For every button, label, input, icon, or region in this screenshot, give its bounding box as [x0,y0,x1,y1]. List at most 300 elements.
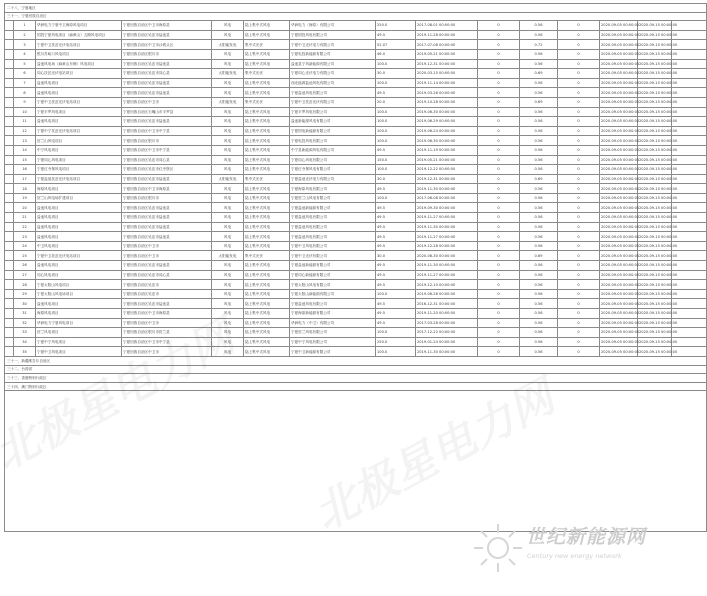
cell-no: 31 [14,309,36,319]
cell-owner: 宁夏回族自治区吴忠市盐池县 [122,299,212,309]
cell-p3: 0 [558,174,600,184]
cell-p1: 0 [478,337,520,347]
cell-end: 2020-09-05 00:00:00 [600,251,638,261]
cell-blank [5,69,14,79]
table-row [5,193,707,203]
cell-mode: 陆上集中式风电 [244,222,290,232]
cell-owner: 宁夏回族自治区中卫市沙坡头区 [122,40,212,50]
cell-blank [5,289,14,299]
cell-owner: 宁夏回族自治区中卫市中宁县 [122,145,212,155]
cell-company: 宁夏太阳山新能源有限公司 [290,289,376,299]
cell-cap: 100.0 [376,59,416,69]
cell-owner: 宁夏回族自治区吴忠市红寺堡区 [122,165,212,175]
cell-date: 2019-03-26 00:00:00 [416,88,478,98]
cell-p2: 0.56 [520,289,558,299]
cell-name: 宁夏同心风电项目 [36,155,122,165]
cell-no: 26 [14,261,36,271]
cell-d2: 2020-09-15 00:00:00 [638,174,672,184]
cell-d2: 2020-09-15 00:00:00 [638,21,672,31]
table-row [5,107,707,117]
cell-p1: 0 [478,251,520,261]
table-row [5,299,707,309]
cell-end: 2020-09-05 00:00:00 [600,347,638,357]
cell-blank [5,328,14,338]
cell-mode: 陆上集中式风电 [244,213,290,223]
cell-type: 风电 [212,21,244,31]
cell-cap: 49.5 [376,88,416,98]
cell-cap: 49.5 [376,203,416,213]
cell-company: 宁夏盐池新能源有限公司 [290,261,376,271]
cell-cap: 100.0 [376,107,416,117]
cell-p1: 0 [478,30,520,40]
cell-company: 宁夏中卫风电有限公司 [290,241,376,251]
table-row [5,69,707,79]
cell-end: 2020-09-05 00:00:00 [600,232,638,242]
cell-owner: 宁夏回族自治区吴忠市盐池县 [122,78,212,88]
cell-mode: 陆上集中式风电 [244,241,290,251]
cell-end: 2020-09-05 00:00:00 [600,289,638,299]
cell-owner: 宁夏回族自治区吴忠市 [122,280,212,290]
cell-d2: 2020-09-15 00:00:00 [638,49,672,59]
cell-owner: 宁夏回族自治区吴忠市 [122,289,212,299]
cell-cap: 250.0 [376,337,416,347]
cell-company: 宁夏贺兰风电有限公司 [290,328,376,338]
cell-p2: 0.56 [520,49,558,59]
cell-no: 14 [14,145,36,155]
cell-p1: 0 [478,193,520,203]
cell-name: 海原风电项目 [36,309,122,319]
cell-p1: 0 [478,241,520,251]
logo-subtext: Century new energy network [527,552,622,560]
cell-p2: 0.56 [520,193,558,203]
cell-name: 中卫风电项目 [36,241,122,251]
cell-company: 宁夏中卫新能源有限公司 [290,347,376,357]
cell-date: 2019-01-24 00:00:00 [416,337,478,347]
cell-date: 2017-12-22 00:00:00 [416,328,478,338]
cell-company: 盐池县宁风新能源有限公司 [290,59,376,69]
cell-blank [5,165,14,175]
cell-cap: 100.0 [376,126,416,136]
cell-date: 2019-12-28 00:00:00 [416,241,478,251]
cell-date: 2019-12-22 00:00:00 [416,165,478,175]
cell-p1: 0 [478,59,520,69]
cell-p2: 0.56 [520,299,558,309]
cell-no: 24 [14,241,36,251]
cell-end: 2020-09-05 00:00:00 [600,126,638,136]
cell-mode: 陆上集中式风电 [244,21,290,31]
cell-mode: 陆上集中式风电 [244,261,290,271]
cell-owner: 宁夏回族自治区中卫市海原县 [122,309,212,319]
table-row [5,328,707,338]
cell-date: 2019-11-14 00:00:00 [416,78,478,88]
cell-end: 2020-09-05 00:00:00 [600,69,638,79]
cell-date: 2019-12-10 00:00:00 [416,280,478,290]
cell-mode: 陆上集中式风电 [244,289,290,299]
cell-blank [5,30,14,40]
cell-d2: 2020-09-15 00:00:00 [638,280,672,290]
cell-p3: 0 [558,232,600,242]
cell-blank [5,107,14,117]
cell-p3: 0 [558,261,600,271]
cell-owner: 宁夏回族自治区吴忠市盐池县 [122,59,212,69]
cell-blank [5,299,14,309]
cell-p1: 0 [478,203,520,213]
cell-date: 2017-07-08 00:00:00 [416,40,478,50]
cell-company: 宁夏平罗风电有限公司 [290,107,376,117]
table-row [5,21,707,31]
cell-company: 华润电力（中卫）有限公司 [290,318,376,328]
cell-p2: 0.56 [520,309,558,319]
cell-date: 2019-09-30 00:00:00 [416,203,478,213]
cell-type: 太阳能发电 [212,251,244,261]
cell-mode: 陆上集中式风电 [244,126,290,136]
cell-date: 2019-11-30 00:00:00 [416,261,478,271]
cell-type: 风电 [212,318,244,328]
cell-no: 19 [14,193,36,203]
cell-type: 风电 [212,136,244,146]
cell-type: 风电 [212,30,244,40]
cell-p2: 0.56 [520,145,558,155]
cell-no: 5 [14,59,36,69]
cell-name: 盐池风电项目 [36,299,122,309]
cell-cap: 30.0 [376,174,416,184]
cell-p1: 0 [478,69,520,79]
cell-mode: 陆上集中式风电 [244,184,290,194]
cell-company: 宁夏盐池风电有限公司 [290,88,376,98]
cell-blank [5,337,14,347]
cell-no: 30 [14,299,36,309]
cell-p2: 0.56 [520,241,558,251]
cell-date: 2019-05-21 00:00:00 [416,155,478,165]
cell-p2: 0.56 [520,270,558,280]
cell-owner: 宁夏回族自治区吴忠市同心县 [122,69,212,79]
cell-company: 宁夏中卫光伏有限公司 [290,251,376,261]
cell-p2: 0.56 [520,280,558,290]
cell-p1: 0 [478,280,520,290]
cell-end: 2020-09-05 00:00:00 [600,280,638,290]
cell-owner: 宁夏回族自治区吴忠市同心县 [122,155,212,165]
cell-cap: 100.0 [376,193,416,203]
cell-blank [5,270,14,280]
cell-p1: 0 [478,88,520,98]
cell-date: 2019-11-27 00:00:00 [416,232,478,242]
cell-name: 盐池风电项目 [36,222,122,232]
cell-p2: 0.72 [520,40,558,50]
cell-type: 风电 [212,59,244,69]
cell-cap: 100.0 [376,136,416,146]
cell-p1: 0 [478,78,520,88]
cell-type: 风电 [212,337,244,347]
cell-d2: 2020-09-15 00:00:00 [638,347,672,357]
cell-cap: 52.07 [376,40,416,50]
cell-company: 华润电力（海原）有限公司 [290,21,376,31]
cell-p2: 0.56 [520,107,558,117]
cell-p1: 0 [478,184,520,194]
cell-company: 宁夏中宁风电有限公司 [290,337,376,347]
cell-type: 风电 [212,117,244,127]
cell-type: 风电 [212,328,244,338]
cell-d2: 2020-09-15 00:00:00 [638,165,672,175]
cell-p1: 0 [478,309,520,319]
cell-company: 宁夏盐池光伏电力有限公司 [290,174,376,184]
cell-company: 西北能源盐池风电有限公司 [290,78,376,88]
cell-mode: 陆上集中式风电 [244,299,290,309]
cell-owner: 宁夏回族自治区吴忠市盐池县 [122,213,212,223]
cell-cap: 49.5 [376,261,416,271]
cell-cap: 49.5 [376,241,416,251]
cell-no: 4 [14,49,36,59]
cell-cap: 100.0 [376,117,416,127]
cell-owner: 宁夏回族自治区吴忠市盐池县 [122,232,212,242]
cell-cap: 30.0 [376,251,416,261]
cell-p3: 0 [558,69,600,79]
cell-name: 盐池风电场（麻黄山东侧）风电项目 [36,59,122,69]
cell-company: 宁夏盐池风电有限公司 [290,299,376,309]
cell-type: 风电 [212,261,244,271]
cell-date: 2019-11-27 00:00:00 [416,213,478,223]
cell-p1: 0 [478,155,520,165]
cell-no: 27 [14,270,36,280]
cell-blank [5,251,14,261]
cell-date: 2020-03-15 00:00:00 [416,69,478,79]
cell-p2: 0.56 [520,318,558,328]
cell-name: 宁夏中卫扶贫光伏电站项目 [36,251,122,261]
cell-date: 2017-08-01 00:00:00 [416,21,478,31]
cell-p1: 0 [478,21,520,31]
table-row [5,117,707,127]
table-row [5,155,707,165]
cell-p3: 0 [558,299,600,309]
cell-d2: 2020-09-15 00:00:00 [638,213,672,223]
cell-owner: 宁夏回族自治区银川市 [122,49,212,59]
cell-name: 同心风电项目 [36,270,122,280]
cell-mode: 陆上集中式风电 [244,107,290,117]
cell-d2: 2020-09-15 00:00:00 [638,117,672,127]
cell-date: 2019-11-27 00:00:00 [416,270,478,280]
cell-owner: 宁夏回族自治区中卫市 [122,347,212,357]
cell-p1: 0 [478,232,520,242]
cell-mode: 陆上集中式风电 [244,117,290,127]
section-title: 三十二、台湾省 [5,365,707,374]
cell-d2: 2020-09-15 00:00:00 [638,88,672,98]
cell-no: 33 [14,328,36,338]
cell-no: 13 [14,136,36,146]
cell-company: 宁夏太阳山风电有限公司 [290,280,376,290]
cell-company: 中宁县新能源风电有限公司 [290,145,376,155]
cell-p2: 0.56 [520,21,558,31]
cell-name: 华润电力宁夏中卫海原风电项目 [36,21,122,31]
cell-d2: 2020-09-15 00:00:00 [638,193,672,203]
cell-date: 2019-06-24 00:00:00 [416,126,478,136]
cell-no: 8 [14,88,36,98]
cell-mode: 陆上集中式风电 [244,232,290,242]
cell-type: 风电 [212,107,244,117]
cell-p2: 0.56 [520,337,558,347]
cell-name: 宁夏中卫扶贫光伏电站项目 [36,97,122,107]
cell-mode: 陆上集中式风电 [244,270,290,280]
cell-blank [5,318,14,328]
cell-owner: 宁夏回族自治区吴忠市盐池县 [122,30,212,40]
cell-name: 宁夏中卫扶贫光伏电站项目 [36,40,122,50]
cell-cap: 49.5 [376,309,416,319]
cell-type: 风电 [212,232,244,242]
cell-name: 宁夏太阳山风电项目 [36,280,122,290]
cell-end: 2020-09-05 00:00:00 [600,30,638,40]
cell-blank [5,184,14,194]
table-row [5,97,707,107]
cell-blank [5,174,14,184]
cell-no: 7 [14,78,36,88]
cell-p3: 0 [558,126,600,136]
cell-p3: 0 [558,309,600,319]
cell-company: 宁夏盐池风电有限公司 [290,222,376,232]
cell-blank [5,117,14,127]
table-row [5,232,707,242]
cell-cap: 49.5 [376,280,416,290]
cell-blank [5,241,14,251]
cell-owner: 宁夏回族自治区吴忠市盐池县 [122,222,212,232]
cell-name: 宁夏太阳山风电场项目 [36,289,122,299]
project-table [4,3,707,532]
cell-d2: 2020-09-15 00:00:00 [638,241,672,251]
cell-p2: 0.56 [520,222,558,232]
section-title: 三十一、宁夏回族自治区 [5,12,707,21]
cell-company: 宁夏同心光伏电力有限公司 [290,69,376,79]
cell-date: 2019-06-26 00:00:00 [416,289,478,299]
cell-type: 风电 [212,347,244,357]
table-row [5,318,707,328]
cell-no: 3 [14,40,36,50]
cell-name: 华润电力宁夏风电项目 [36,318,122,328]
cell-end: 2020-09-05 00:00:00 [600,261,638,271]
blank-area [5,391,707,532]
cell-p1: 0 [478,145,520,155]
cell-no: 12 [14,126,36,136]
cell-d2: 2020-09-15 00:00:00 [638,184,672,194]
cell-type: 风电 [212,241,244,251]
cell-mode: 陆上集中式风电 [244,145,290,155]
cell-company: 宁夏红寺堡风电有限公司 [290,165,376,175]
cell-end: 2020-09-05 00:00:00 [600,213,638,223]
cell-cap: 49.5 [376,299,416,309]
cell-end: 2020-09-05 00:00:00 [600,318,638,328]
cell-date: 2020-06-30 00:00:00 [416,251,478,261]
cell-date: 2019-11-30 00:00:00 [416,222,478,232]
cell-blank [5,155,14,165]
cell-blank [5,88,14,98]
cell-name: 贺兰风电项目 [36,328,122,338]
cell-p1: 0 [478,97,520,107]
cell-no: 28 [14,280,36,290]
cell-date: 2019-06-30 00:00:00 [416,136,478,146]
cell-date: 2017-03-28 00:00:00 [416,318,478,328]
cell-p3: 0 [558,270,600,280]
cell-mode: 集中式光伏 [244,69,290,79]
cell-cap: 100.0 [376,289,416,299]
cell-mode: 集中式光伏 [244,174,290,184]
cell-company: 宁夏同心新能源有限公司 [290,270,376,280]
table-row [5,59,707,69]
cell-p1: 0 [478,117,520,127]
cell-no: 22 [14,222,36,232]
cell-no: 10 [14,107,36,117]
cell-owner: 宁夏回族自治区银川市 [122,136,212,146]
cell-name: 盐池风电项目 [36,232,122,242]
cell-owner: 宁夏回族自治区银川市贺兰县 [122,328,212,338]
cell-no: 9 [14,97,36,107]
cell-owner: 宁夏回族自治区中卫市 [122,251,212,261]
cell-d2: 2020-09-15 00:00:00 [638,69,672,79]
cell-company: 宁夏国投风电有限公司 [290,30,376,40]
cell-mode: 陆上集中式风电 [244,88,290,98]
cell-blank [5,213,14,223]
cell-blank [5,193,14,203]
table-row [5,136,707,146]
cell-end: 2020-09-05 00:00:00 [600,337,638,347]
cell-name: 宁夏平罗风电项目 [36,107,122,117]
cell-mode: 陆上集中式风电 [244,136,290,146]
cell-p2: 0.56 [520,155,558,165]
cell-p2: 0.56 [520,347,558,357]
cell-p3: 0 [558,337,600,347]
cell-name: 盐池风电项目 [36,78,122,88]
cell-cap: 100.0 [376,328,416,338]
cell-d2: 2020-09-15 00:00:00 [638,328,672,338]
table-row [5,165,707,175]
logo-text: 世纪新能源网 [526,526,647,548]
cell-no: 29 [14,289,36,299]
cell-cap: 49.5 [376,232,416,242]
cell-company: 宁夏贺兰山风电有限公司 [290,193,376,203]
cell-mode: 陆上集中式风电 [244,328,290,338]
cell-type: 太阳能发电 [212,40,244,50]
cell-p1: 0 [478,165,520,175]
cell-company: 宁夏同心风电有限公司 [290,155,376,165]
cell-type: 风电 [212,270,244,280]
cell-d2: 2020-09-15 00:00:00 [638,107,672,117]
cell-p1: 0 [478,347,520,357]
cell-cap: 49.5 [376,270,416,280]
cell-blank [5,232,14,242]
cell-date: 2016-12-31 00:00:00 [416,299,478,309]
cell-end: 2020-09-05 00:00:00 [600,309,638,319]
table-row [5,347,707,357]
cell-blank [5,203,14,213]
cell-owner: 宁夏回族自治区吴忠市盐池县 [122,261,212,271]
section-title: 三十四、澳门特别行政区 [5,382,707,391]
cell-p2: 0.56 [520,88,558,98]
cell-p3: 0 [558,107,600,117]
table-row [5,88,707,98]
cell-p3: 0 [558,78,600,88]
cell-company: 宁夏盐池风电有限公司 [290,213,376,223]
cell-name: 宁夏红寺堡风电项目 [36,165,122,175]
cell-end: 2020-09-05 00:00:00 [600,203,638,213]
cell-p3: 0 [558,251,600,261]
cell-mode: 陆上集中式风电 [244,59,290,69]
table-row [5,213,707,223]
cell-name: 宁夏中宁扶贫光伏电站项目 [36,126,122,136]
cell-p3: 0 [558,40,600,50]
cell-blank [5,59,14,69]
cell-d2: 2020-09-15 00:00:00 [638,337,672,347]
table-row [5,270,707,280]
cell-company: 宁夏中卫扶贫光伏有限公司 [290,97,376,107]
cell-blank [5,347,14,357]
cell-company: 宁夏海原新能源有限公司 [290,309,376,319]
cell-d2: 2020-09-15 00:00:00 [638,299,672,309]
cell-company: 宁夏中卫光伏电力有限公司 [290,40,376,50]
